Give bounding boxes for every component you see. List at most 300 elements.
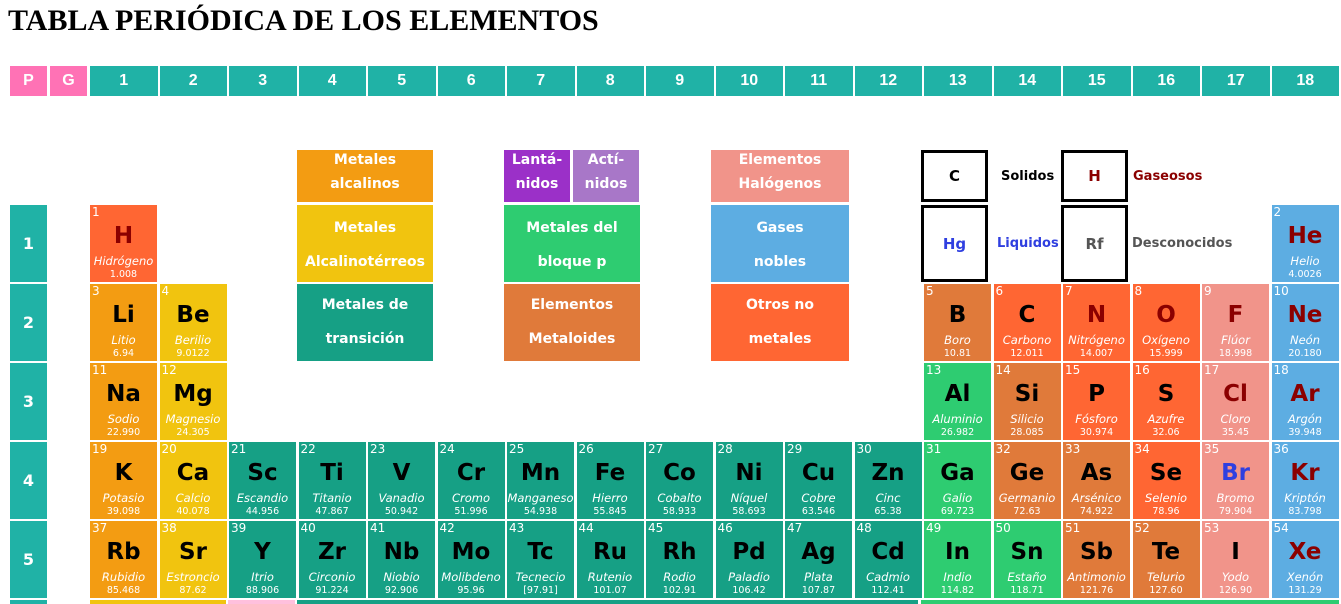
legend-alkaline-earth: Metales Alcalinotérreos xyxy=(297,205,433,282)
atomic-number: 30 xyxy=(856,442,872,456)
element-name: Molibdeno xyxy=(441,570,501,584)
element-name: Calcio xyxy=(175,491,211,505)
element-mo[interactable] xyxy=(438,521,505,598)
atomic-mass: 55.845 xyxy=(593,506,627,517)
atomic-mass: 9.0122 xyxy=(176,348,210,359)
element-symbol: Se xyxy=(1149,460,1183,486)
element-name: Boro xyxy=(944,333,971,347)
legend-halogens: Elementos Halógenos xyxy=(711,150,849,202)
atomic-number: 14 xyxy=(995,363,1011,377)
atomic-mass: [97.91] xyxy=(523,585,558,596)
atomic-mass: 91.224 xyxy=(315,585,349,596)
atomic-mass: 39.098 xyxy=(106,506,141,517)
element-name: Vanadio xyxy=(378,491,425,505)
element-name: Escandio xyxy=(236,491,289,505)
element-be[interactable] xyxy=(160,284,227,361)
group-header-7: 7 xyxy=(507,66,575,96)
element-symbol: Na xyxy=(106,381,141,407)
element-symbol: Zr xyxy=(317,539,347,565)
atomic-mass: 35.45 xyxy=(1221,427,1250,438)
atomic-number: 16 xyxy=(1134,363,1150,377)
row-strip xyxy=(228,600,295,604)
atomic-number: 47 xyxy=(787,521,803,535)
element-symbol: N xyxy=(1086,302,1107,328)
atomic-mass: 28.085 xyxy=(1010,427,1044,438)
state-solid-label: Solidos xyxy=(1001,169,1055,184)
element-li[interactable] xyxy=(90,284,157,361)
element-h[interactable] xyxy=(90,205,157,282)
element-name: Tecnecio xyxy=(515,570,566,584)
group-header-13: 13 xyxy=(924,66,992,96)
group-header-8: 8 xyxy=(577,66,645,96)
state-unknown-sample: Rf xyxy=(1061,205,1128,282)
atomic-mass: 127.60 xyxy=(1149,585,1183,596)
element-name: Flúor xyxy=(1221,333,1250,347)
element-nb[interactable] xyxy=(368,521,435,598)
element-symbol: Ni xyxy=(735,460,763,486)
atomic-number: 7 xyxy=(1065,284,1073,298)
element-name: Cinc xyxy=(875,491,901,505)
element-rb[interactable] xyxy=(90,521,157,598)
atomic-mass: 79.904 xyxy=(1218,506,1253,517)
atomic-mass: 107.87 xyxy=(801,585,836,596)
atomic-number: 53 xyxy=(1204,521,1220,535)
atomic-mass: 78.96 xyxy=(1152,506,1180,517)
element-symbol: Sr xyxy=(179,539,207,565)
atomic-mass: 4.0026 xyxy=(1288,269,1322,280)
atomic-number: 6 xyxy=(995,284,1004,298)
element-symbol: Rh xyxy=(662,539,697,565)
element-mg[interactable] xyxy=(160,363,227,440)
element-name: Cobalto xyxy=(657,491,702,505)
group-header-17: 17 xyxy=(1202,66,1270,96)
atomic-mass: 131.29 xyxy=(1288,585,1322,596)
atomic-number: 31 xyxy=(926,442,942,456)
element-name: Titanio xyxy=(312,491,352,505)
element-na[interactable] xyxy=(90,363,157,440)
atomic-number: 42 xyxy=(439,521,455,535)
atomic-mass: 47.867 xyxy=(315,506,349,517)
group-header-18: 18 xyxy=(1272,66,1340,96)
atomic-mass: 106.42 xyxy=(732,585,766,596)
element-rh[interactable] xyxy=(646,521,713,598)
element-br[interactable] xyxy=(1202,442,1269,519)
period-label: 5 xyxy=(10,521,47,598)
atomic-number: 33 xyxy=(1065,442,1081,456)
element-name: Neón xyxy=(1289,333,1320,347)
element-i[interactable] xyxy=(1202,521,1269,598)
element-si[interactable] xyxy=(994,363,1061,440)
state-liquid-sample: Hg xyxy=(921,205,988,282)
atomic-mass: 58.933 xyxy=(662,506,697,517)
element-name: Magnesio xyxy=(165,412,221,426)
element-name: Niobio xyxy=(383,570,420,584)
group-header-16: 16 xyxy=(1133,66,1201,96)
element-symbol: In xyxy=(945,539,970,565)
group-header-5: 5 xyxy=(368,66,436,96)
element-symbol: F xyxy=(1227,302,1244,328)
element-symbol: Ca xyxy=(176,460,210,486)
atomic-number: 26 xyxy=(578,442,594,456)
element-fe[interactable] xyxy=(577,442,644,519)
element-s[interactable] xyxy=(1133,363,1200,440)
element-sr[interactable] xyxy=(160,521,227,598)
atomic-number: 24 xyxy=(439,442,455,456)
state-gas-sample: H xyxy=(1061,150,1128,202)
element-o[interactable] xyxy=(1133,284,1200,361)
atomic-number: 13 xyxy=(926,363,942,377)
page-title: TABLA PERIÓDICA DE LOS ELEMENTOS xyxy=(8,4,599,37)
atomic-number: 32 xyxy=(995,442,1011,456)
element-name: Selenio xyxy=(1144,491,1188,505)
atomic-number: 48 xyxy=(856,521,872,535)
element-cd[interactable] xyxy=(855,521,922,598)
element-name: Aluminio xyxy=(932,412,983,426)
element-name: Rodio xyxy=(663,570,696,584)
element-name: Antimonio xyxy=(1067,570,1126,584)
element-name: Germanio xyxy=(998,491,1056,505)
atomic-number: 23 xyxy=(370,442,386,456)
element-zn[interactable] xyxy=(855,442,922,519)
atomic-mass: 118.71 xyxy=(1010,585,1044,596)
period-label: 1 xyxy=(10,205,47,282)
element-ge[interactable] xyxy=(994,442,1061,519)
state-gas-label: Gaseosos xyxy=(1133,169,1203,184)
atomic-mass: 26.982 xyxy=(940,427,975,438)
element-symbol: H xyxy=(113,223,134,249)
atomic-mass: 44.956 xyxy=(245,506,280,517)
element-symbol: He xyxy=(1287,223,1323,249)
element-name: Hierro xyxy=(592,491,628,505)
atomic-mass: 63.546 xyxy=(801,506,836,517)
element-name: Fósforo xyxy=(1075,412,1118,426)
atomic-number: 10 xyxy=(1273,284,1289,298)
legend-actinides: Actí- nidos xyxy=(573,150,639,202)
element-co[interactable] xyxy=(646,442,713,519)
state-solid-sample: C xyxy=(921,150,988,202)
atomic-mass: 121.76 xyxy=(1079,585,1114,596)
element-y[interactable] xyxy=(229,521,296,598)
element-name: Nitrógeno xyxy=(1068,333,1125,347)
row-strip xyxy=(921,600,1339,604)
element-name: Manganeso xyxy=(507,491,574,505)
element-ca[interactable] xyxy=(160,442,227,519)
group-header-14: 14 xyxy=(994,66,1062,96)
element-tc[interactable] xyxy=(507,521,574,598)
element-name: Paladio xyxy=(728,570,770,584)
element-sb[interactable] xyxy=(1063,521,1130,598)
group-header-1: 1 xyxy=(90,66,158,96)
period-header: P xyxy=(10,66,47,96)
atomic-mass: 54.938 xyxy=(523,506,558,517)
element-k[interactable] xyxy=(90,442,157,519)
element-symbol: Si xyxy=(1014,381,1040,407)
element-name: Litio xyxy=(111,333,136,347)
element-name: Arsénico xyxy=(1071,491,1122,505)
element-name: Telurio xyxy=(1146,570,1186,584)
atomic-number: 5 xyxy=(926,284,934,298)
atomic-mass: 74.922 xyxy=(1079,506,1114,517)
element-symbol: Zn xyxy=(871,460,905,486)
atomic-mass: 102.91 xyxy=(662,585,697,596)
element-name: Potasio xyxy=(102,491,145,505)
element-name: Rubidio xyxy=(101,570,146,584)
element-symbol: S xyxy=(1157,381,1175,407)
atomic-mass: 92.906 xyxy=(384,585,419,596)
element-symbol: Mn xyxy=(520,460,561,486)
element-symbol: I xyxy=(1231,539,1240,565)
element-name: Cadmio xyxy=(866,570,910,584)
group-header: G xyxy=(50,66,87,96)
element-symbol: Xe xyxy=(1288,539,1322,565)
element-symbol: Ga xyxy=(940,460,975,486)
atomic-number: 28 xyxy=(717,442,733,456)
atomic-mass: 10.81 xyxy=(943,348,972,359)
element-symbol: Ar xyxy=(1290,381,1320,407)
atomic-number: 36 xyxy=(1273,442,1289,456)
element-name: Cromo xyxy=(451,491,491,505)
atomic-mass: 101.07 xyxy=(593,585,627,596)
element-symbol: Cl xyxy=(1223,381,1248,407)
atomic-mass: 30.974 xyxy=(1079,427,1114,438)
element-name: Níquel xyxy=(730,491,768,505)
atomic-number: 11 xyxy=(92,363,108,377)
atomic-number: 39 xyxy=(231,521,247,535)
element-ar[interactable] xyxy=(1272,363,1339,440)
group-header-12: 12 xyxy=(855,66,923,96)
atomic-mass: 58.693 xyxy=(732,506,766,517)
element-ru[interactable] xyxy=(577,521,644,598)
legend-transition-metals: Metales de transición xyxy=(297,284,433,361)
element-name: Xenón xyxy=(1286,570,1324,584)
element-name: Yodo xyxy=(1221,570,1250,584)
group-header-9: 9 xyxy=(646,66,714,96)
element-cr[interactable] xyxy=(438,442,505,519)
element-c[interactable] xyxy=(994,284,1061,361)
element-name: Berilio xyxy=(174,333,212,347)
atomic-number: 15 xyxy=(1065,363,1081,377)
element-in[interactable] xyxy=(924,521,991,598)
atomic-mass: 51.996 xyxy=(454,506,488,517)
legend-lanthanides: Lantá- nidos xyxy=(504,150,570,202)
group-header-10: 10 xyxy=(716,66,784,96)
element-symbol: Tc xyxy=(527,539,554,565)
element-symbol: Y xyxy=(254,539,271,565)
element-symbol: Mo xyxy=(451,539,491,565)
element-n[interactable] xyxy=(1063,284,1130,361)
element-cl[interactable] xyxy=(1202,363,1269,440)
element-symbol: Rb xyxy=(106,539,141,565)
atomic-number: 43 xyxy=(509,521,525,535)
period-strip xyxy=(10,600,47,604)
atomic-number: 52 xyxy=(1134,521,1150,535)
atomic-number: 25 xyxy=(509,442,525,456)
element-symbol: Al xyxy=(944,381,971,407)
element-cu[interactable] xyxy=(785,442,852,519)
atomic-number: 1 xyxy=(92,205,100,219)
element-name: Oxígeno xyxy=(1142,333,1190,347)
atomic-number: 29 xyxy=(787,442,803,456)
element-symbol: Cr xyxy=(456,460,486,486)
element-name: Hidrógeno xyxy=(93,254,154,268)
atomic-mass: 72.63 xyxy=(1013,506,1041,517)
period-label: 2 xyxy=(10,284,47,361)
element-ti[interactable] xyxy=(299,442,366,519)
element-b[interactable] xyxy=(924,284,991,361)
element-zr[interactable] xyxy=(299,521,366,598)
element-symbol: Sc xyxy=(247,460,278,486)
element-symbol: O xyxy=(1156,302,1176,328)
element-symbol: Ag xyxy=(801,539,836,565)
element-symbol: B xyxy=(948,302,967,328)
element-sc[interactable] xyxy=(229,442,296,519)
element-sn[interactable] xyxy=(994,521,1061,598)
element-name: Azufre xyxy=(1147,412,1185,426)
group-header-15: 15 xyxy=(1063,66,1131,96)
element-symbol: Br xyxy=(1221,460,1250,486)
element-symbol: As xyxy=(1080,460,1113,486)
element-ga[interactable] xyxy=(924,442,991,519)
element-he[interactable] xyxy=(1272,205,1339,282)
legend-noble-gases: Gases nobles xyxy=(711,205,849,282)
atomic-number: 27 xyxy=(648,442,664,456)
element-name: Cobre xyxy=(801,491,836,505)
element-symbol: K xyxy=(114,460,133,486)
atomic-mass: 1.008 xyxy=(109,269,138,280)
legend-alkali-metals: Metales alcalinos xyxy=(297,150,433,202)
atomic-number: 49 xyxy=(926,521,942,535)
element-symbol: P xyxy=(1088,381,1105,407)
element-te[interactable] xyxy=(1133,521,1200,598)
atomic-mass: 24.305 xyxy=(176,427,210,438)
atomic-number: 8 xyxy=(1134,284,1143,298)
element-name: Rutenio xyxy=(587,570,633,584)
element-as[interactable] xyxy=(1063,442,1130,519)
element-name: Silicio xyxy=(1010,412,1044,426)
atomic-number: 37 xyxy=(92,521,108,535)
atomic-number: 54 xyxy=(1273,521,1289,535)
atomic-mass: 88.906 xyxy=(245,585,280,596)
element-name: Carbono xyxy=(1002,333,1052,347)
group-header-11: 11 xyxy=(785,66,853,96)
element-v[interactable] xyxy=(368,442,435,519)
element-symbol: C xyxy=(1018,302,1036,328)
atomic-number: 12 xyxy=(161,363,177,377)
element-se[interactable] xyxy=(1133,442,1200,519)
row-strip xyxy=(297,600,918,604)
atomic-number: 17 xyxy=(1204,363,1220,377)
atomic-number: 4 xyxy=(161,284,170,298)
element-xe[interactable] xyxy=(1272,521,1339,598)
atomic-number: 35 xyxy=(1204,442,1220,456)
element-name: Argón xyxy=(1287,412,1323,426)
element-name: Cloro xyxy=(1220,412,1251,426)
element-name: Galio xyxy=(942,491,973,505)
element-symbol: Fe xyxy=(594,460,626,486)
atomic-mass: 15.999 xyxy=(1149,348,1183,359)
state-unknown-label: Desconocidos xyxy=(1132,236,1233,251)
state-liquid-label: Liquidos xyxy=(997,236,1059,251)
atomic-number: 38 xyxy=(161,521,177,535)
legend-metalloids: Elementos Metaloides xyxy=(504,284,640,361)
element-symbol: Sb xyxy=(1079,539,1114,565)
element-f[interactable] xyxy=(1202,284,1269,361)
element-symbol: Ne xyxy=(1287,302,1323,328)
element-symbol: Cu xyxy=(801,460,836,486)
element-name: Itrio xyxy=(251,570,274,584)
element-ni[interactable] xyxy=(716,442,783,519)
period-label: 3 xyxy=(10,363,47,440)
element-al[interactable] xyxy=(924,363,991,440)
element-pd[interactable] xyxy=(716,521,783,598)
element-symbol: Cd xyxy=(871,539,905,565)
group-header-3: 3 xyxy=(229,66,297,96)
element-symbol: Pd xyxy=(732,539,766,565)
atomic-mass: 114.82 xyxy=(940,585,975,596)
atomic-mass: 18.998 xyxy=(1218,348,1253,359)
element-symbol: Ru xyxy=(592,539,628,565)
atomic-mass: 95.96 xyxy=(457,585,485,596)
row-strip xyxy=(90,600,226,604)
atomic-number: 20 xyxy=(161,442,177,456)
group-header-4: 4 xyxy=(299,66,367,96)
atomic-mass: 50.942 xyxy=(384,506,419,517)
atomic-number: 9 xyxy=(1204,284,1212,298)
element-mn[interactable] xyxy=(507,442,574,519)
atomic-mass: 85.468 xyxy=(106,585,141,596)
element-ne[interactable] xyxy=(1272,284,1339,361)
atomic-mass: 69.723 xyxy=(940,506,975,517)
atomic-number: 44 xyxy=(578,521,594,535)
group-header-6: 6 xyxy=(438,66,506,96)
atomic-number: 2 xyxy=(1273,205,1282,219)
element-name: Kriptón xyxy=(1284,491,1326,505)
element-symbol: Li xyxy=(112,302,135,328)
element-name: Bromo xyxy=(1216,491,1255,505)
element-name: Circonio xyxy=(308,570,356,584)
atomic-mass: 14.007 xyxy=(1079,348,1114,359)
element-symbol: Ge xyxy=(1009,460,1045,486)
atomic-mass: 22.990 xyxy=(106,427,141,438)
atomic-mass: 112.41 xyxy=(871,585,905,596)
legend-other-nonmetals: Otros no metales xyxy=(711,284,849,361)
element-symbol: Kr xyxy=(1290,460,1320,486)
atomic-mass: 126.90 xyxy=(1218,585,1253,596)
element-ag[interactable] xyxy=(785,521,852,598)
element-symbol: Sn xyxy=(1010,539,1044,565)
atomic-mass: 39.948 xyxy=(1288,427,1322,438)
atomic-number: 3 xyxy=(92,284,100,298)
legend-p-block-metals: Metales del bloque p xyxy=(504,205,640,282)
group-header-2: 2 xyxy=(160,66,228,96)
element-kr[interactable] xyxy=(1272,442,1339,519)
element-p[interactable] xyxy=(1063,363,1130,440)
element-symbol: Nb xyxy=(383,539,420,565)
atomic-mass: 20.180 xyxy=(1288,348,1322,359)
atomic-mass: 6.94 xyxy=(112,348,135,359)
atomic-mass: 40.078 xyxy=(176,506,210,517)
element-name: Helio xyxy=(1290,254,1320,268)
element-symbol: Te xyxy=(1151,539,1181,565)
atomic-number: 34 xyxy=(1134,442,1150,456)
atomic-mass: 12.011 xyxy=(1010,348,1044,359)
element-name: Estaño xyxy=(1007,570,1047,584)
atomic-number: 22 xyxy=(300,442,316,456)
atomic-number: 50 xyxy=(995,521,1011,535)
atomic-number: 46 xyxy=(717,521,733,535)
atomic-number: 45 xyxy=(648,521,664,535)
element-name: Estroncio xyxy=(166,570,220,584)
